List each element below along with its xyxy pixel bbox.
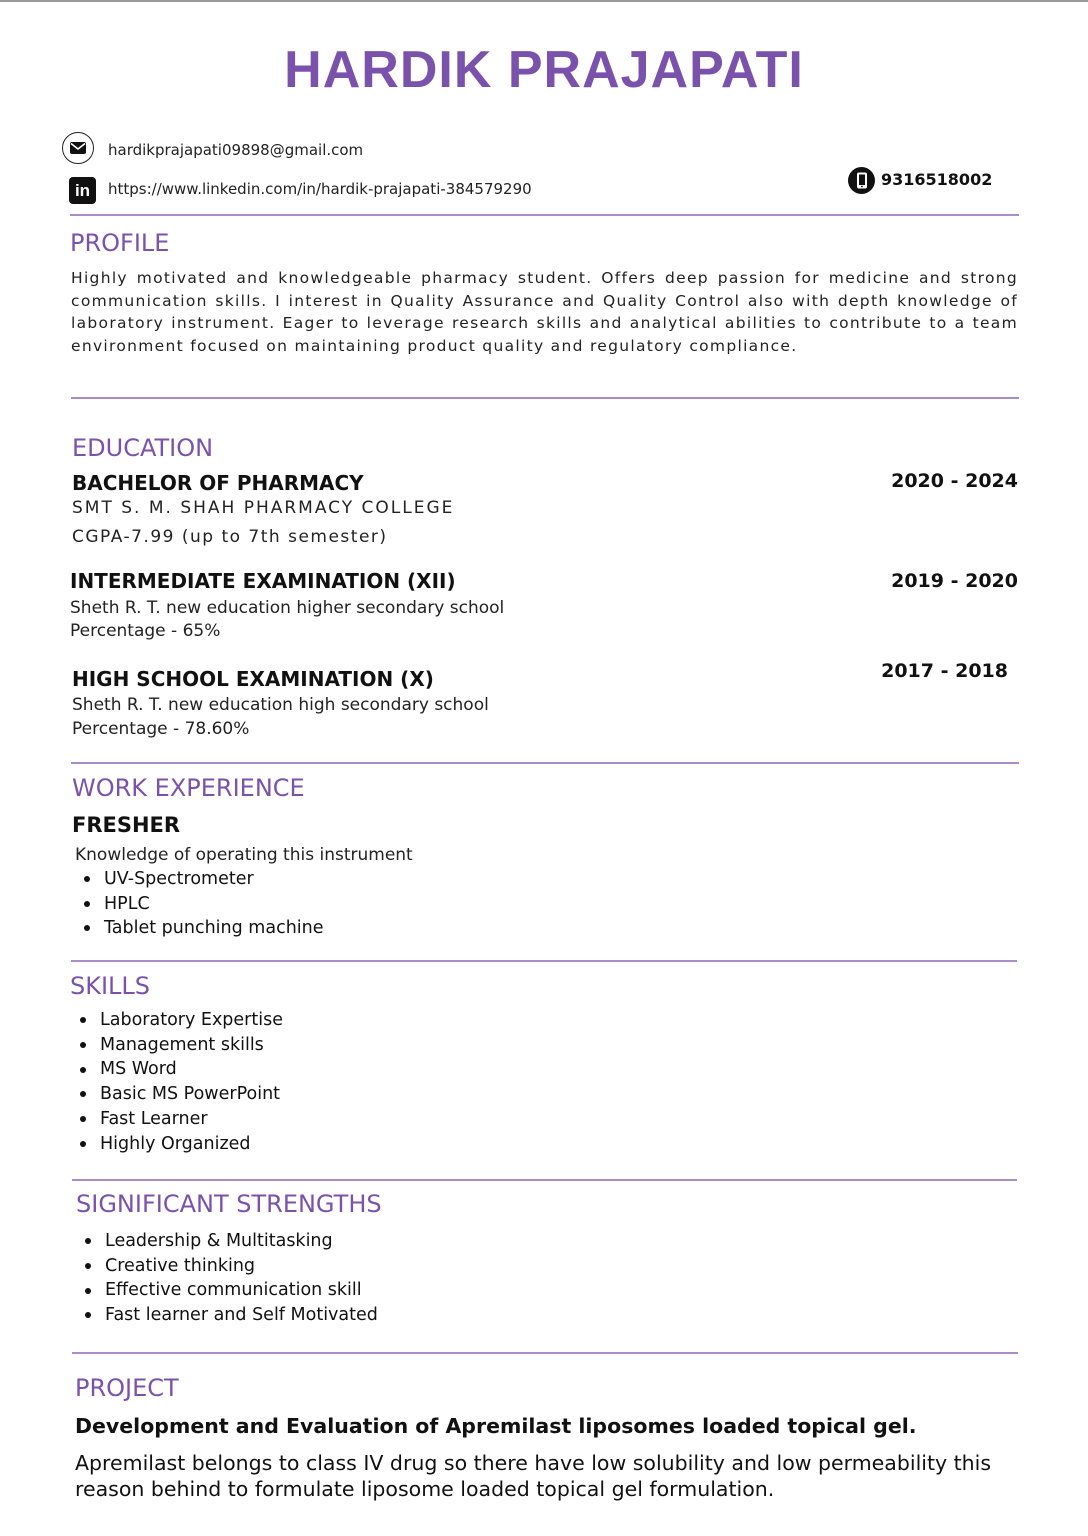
candidate-name: HARDIK PRAJAPATI (284, 41, 804, 99)
list-item: Fast Learner (76, 1107, 283, 1132)
education-score: CGPA-7.99 (up to 7th semester) (72, 527, 388, 547)
email-icon (62, 132, 94, 164)
phone-icon (848, 167, 875, 194)
work-role: FRESHER (72, 813, 181, 837)
education-years: 2017 - 2018 (881, 660, 1008, 682)
list-item: MS Word (76, 1057, 283, 1082)
project-title: Development and Evaluation of Apremilast liposomes loaded topical gel. (75, 1414, 917, 1438)
project-description: Apremilast belongs to class IV drug so there have low solubility and low permeability this reason behind to formulate liposome loaded topical gel formulation. (75, 1451, 992, 1501)
education-heading: EDUCATION (72, 434, 214, 462)
education-school: Sheth R. T. new education high secondary school (72, 695, 489, 715)
education-score: Percentage - 78.60% (72, 719, 250, 739)
education-degree: BACHELOR OF PHARMACY (72, 471, 364, 495)
list-item: HPLC (80, 892, 324, 917)
email-text[interactable]: hardikprajapati09898@gmail.com (108, 141, 364, 159)
divider (70, 214, 1019, 216)
list-item: Tablet punching machine (80, 916, 324, 941)
strengths-list (81, 1229, 378, 1328)
divider (72, 1352, 1018, 1354)
list-item: Leadership & Multitasking (81, 1229, 378, 1254)
skills-list (76, 1008, 283, 1156)
list-item: Creative thinking (81, 1254, 378, 1279)
education-score: Percentage - 65% (70, 621, 221, 641)
divider (71, 960, 1017, 962)
work-experience-heading: WORK EXPERIENCE (72, 774, 305, 802)
education-school: Sheth R. T. new education higher secondary school (70, 598, 505, 618)
linkedin-url[interactable]: https://www.linkedin.com/in/hardik-prajapati-384579290 (108, 180, 532, 198)
list-item: Effective communication skill (81, 1278, 378, 1303)
list-item: Basic MS PowerPoint (76, 1082, 283, 1107)
divider (71, 762, 1019, 764)
strengths-heading: SIGNIFICANT STRENGTHS (76, 1190, 382, 1218)
education-years: 2019 - 2020 (891, 570, 1018, 592)
education-degree: HIGH SCHOOL EXAMINATION (X) (72, 667, 434, 691)
education-school: SMT S. M. SHAH PHARMACY COLLEGE (72, 498, 455, 518)
divider (72, 1179, 1017, 1181)
profile-summary: Highly motivated and knowledgeable pharmacy student. Offers deep passion for medicine and strong communication skills. I interest in Quality Assurance and Quality Control also with depth knowledge of laboratory instrument. Eager to leverage research skills and analytical abilities to contribute to a team environment focused on maintaining product quality and regulatory compliance. (71, 269, 1018, 355)
profile-heading: PROFILE (70, 229, 170, 257)
divider (71, 397, 1019, 399)
skills-heading: SKILLS (70, 972, 151, 1000)
list-item: Laboratory Expertise (76, 1008, 283, 1033)
instrument-list (80, 867, 324, 941)
list-item: Fast learner and Self Motivated (81, 1303, 378, 1328)
list-item: Management skills (76, 1033, 283, 1058)
linkedin-icon: in (69, 177, 96, 204)
work-intro: Knowledge of operating this instrument (75, 845, 413, 865)
education-degree: INTERMEDIATE EXAMINATION (XII) (70, 569, 456, 593)
phone-number[interactable]: 9316518002 (881, 170, 993, 189)
project-heading: PROJECT (75, 1374, 179, 1402)
list-item: Highly Organized (76, 1132, 283, 1157)
top-border (0, 0, 1088, 2)
list-item: UV-Spectrometer (80, 867, 324, 892)
education-years: 2020 - 2024 (891, 470, 1018, 492)
